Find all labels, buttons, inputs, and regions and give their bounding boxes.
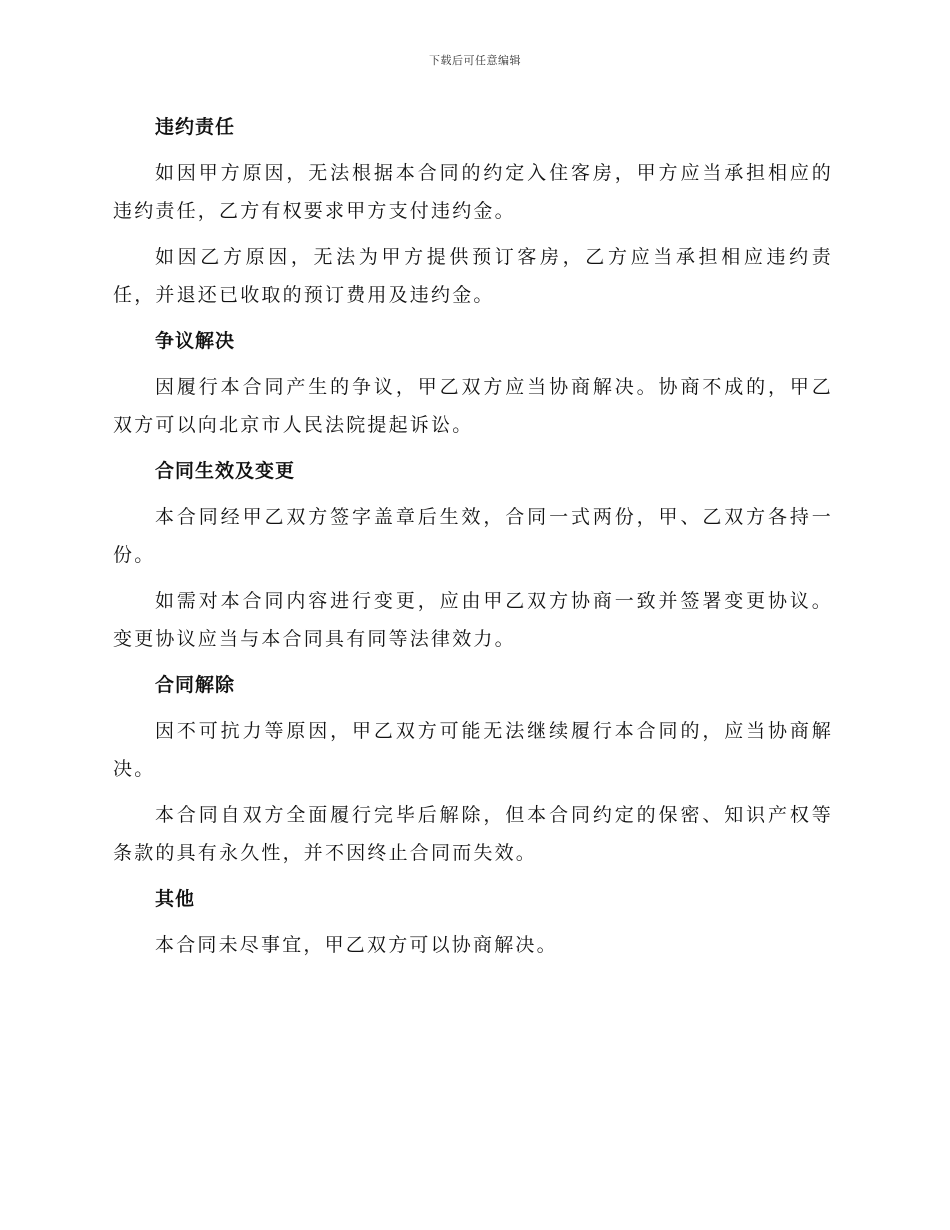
- document-body: [113, 108, 833, 972]
- page-header: 下载后可任意编辑: [429, 54, 521, 67]
- paragraph: 因履行本合同产生的争议，甲乙双方应当协商解决。协商不成的，甲乙双方可以向北京市人民法院提起诉讼。: [113, 376, 833, 436]
- paragraph: 本合同经甲乙双方签字盖章后生效，合同一式两份，甲、乙双方各持一份。: [113, 506, 833, 566]
- section-title-breach-liability: 违约责任: [155, 116, 236, 138]
- section-title-termination: 合同解除: [155, 674, 236, 696]
- section-title-dispute-resolution: 争议解决: [155, 330, 236, 352]
- paragraph: 本合同未尽事宜，甲乙双方可以协商解决。: [155, 934, 558, 956]
- paragraph: 本合同自双方全面履行完毕后解除，但本合同约定的保密、知识产权等条款的具有永久性，并不因终止合同而失效。: [113, 804, 833, 864]
- paragraph: 因不可抗力等原因，甲乙双方可能无法继续履行本合同的，应当协商解决。: [113, 720, 833, 780]
- paragraph: 如因乙方原因，无法为甲方提供预订客房，乙方应当承担相应违约责任，并退还已收取的预订费用及违约金。: [113, 246, 833, 306]
- paragraph: 如需对本合同内容进行变更，应由甲乙双方协商一致并签署变更协议。变更协议应当与本合同具有同等法律效力。: [113, 590, 833, 650]
- section-title-effect-and-change: 合同生效及变更: [155, 460, 296, 482]
- paragraph: 如因甲方原因，无法根据本合同的约定入住客房，甲方应当承担相应的违约责任，乙方有权要求甲方支付违约金。: [113, 162, 833, 222]
- section-title-other: 其他: [155, 888, 196, 910]
